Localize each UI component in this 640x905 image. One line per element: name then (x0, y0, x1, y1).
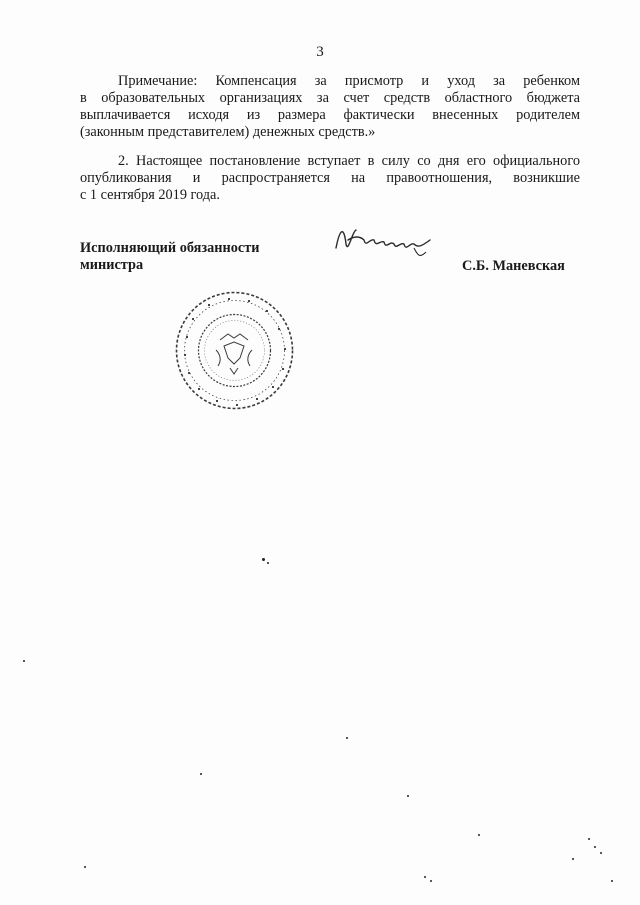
signatory-position-line: министра (80, 257, 144, 273)
scan-speck (572, 858, 574, 860)
signatory-name: С.Б. Маневская (462, 258, 565, 274)
paragraph-line: опубликования и распространяется на правоотношения, возникшие (80, 170, 580, 186)
scan-speck (23, 660, 25, 662)
signatory-position (80, 240, 260, 274)
scan-speck (346, 737, 348, 739)
scan-speck (430, 880, 432, 882)
signatory-position-line: Исполняющий обязанности (80, 240, 260, 256)
scan-speck (200, 773, 202, 775)
scan-speck (262, 558, 265, 561)
scan-speck (600, 852, 602, 854)
paragraph-line: 2. Настоящее постановление вступает в силу со дня его официального (118, 153, 580, 169)
note-paragraph (80, 73, 580, 141)
note-line: в образовательных организациях за счет средств областного бюджета (80, 90, 580, 106)
note-line: Примечание: Компенсация за присмотр и уход за ребенком (118, 73, 580, 89)
scan-speck (611, 880, 613, 882)
scan-speck (594, 846, 596, 848)
scan-speck (424, 876, 426, 878)
page-number: 3 (316, 44, 324, 60)
scan-speck (588, 838, 590, 840)
scan-speck (267, 562, 269, 564)
handwritten-signature (330, 218, 440, 266)
scan-speck (407, 795, 409, 797)
official-seal (172, 288, 297, 413)
effective-date-paragraph (80, 153, 580, 204)
scan-speck (84, 866, 86, 868)
note-line: (законным представителем) денежных средств.» (80, 124, 376, 140)
scan-speck (478, 834, 480, 836)
note-line: выплачивается исходя из размера фактически внесенных родителем (80, 107, 580, 123)
paragraph-line: с 1 сентября 2019 года. (80, 187, 220, 203)
